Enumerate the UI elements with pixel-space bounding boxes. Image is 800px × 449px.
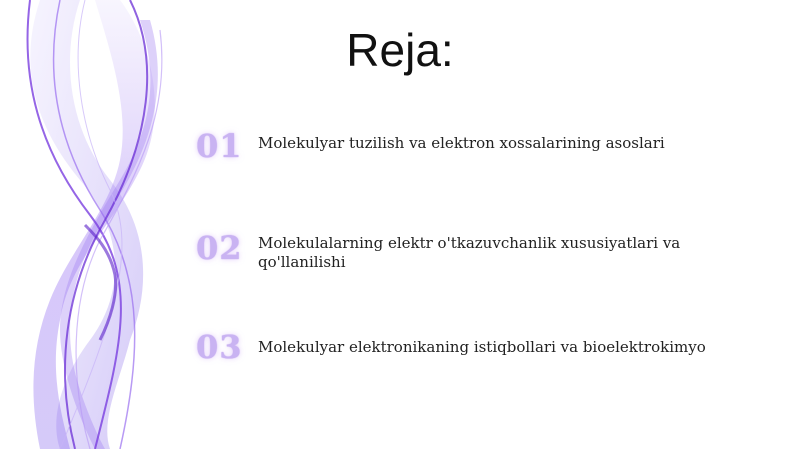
agenda-item-text: Molekulyar tuzilish va elektron xossalarining asoslari: [258, 133, 665, 152]
agenda-item-number: 02: [196, 229, 243, 267]
agenda-item: [196, 127, 756, 165]
slide-title: Reja:: [346, 24, 454, 76]
agenda-item-text: Molekulalarning elektr o'tkazuvchanlik xususiyatlari va qo'llanilishi: [258, 234, 681, 271]
agenda-item-number: 03: [196, 328, 243, 366]
agenda-item-text: Molekulyar elektronikaning istiqbollari va bioelektrokimyo: [258, 337, 706, 356]
agenda-item: [196, 224, 756, 272]
agenda-item-number: 01: [196, 127, 243, 165]
agenda-item: [196, 328, 756, 366]
